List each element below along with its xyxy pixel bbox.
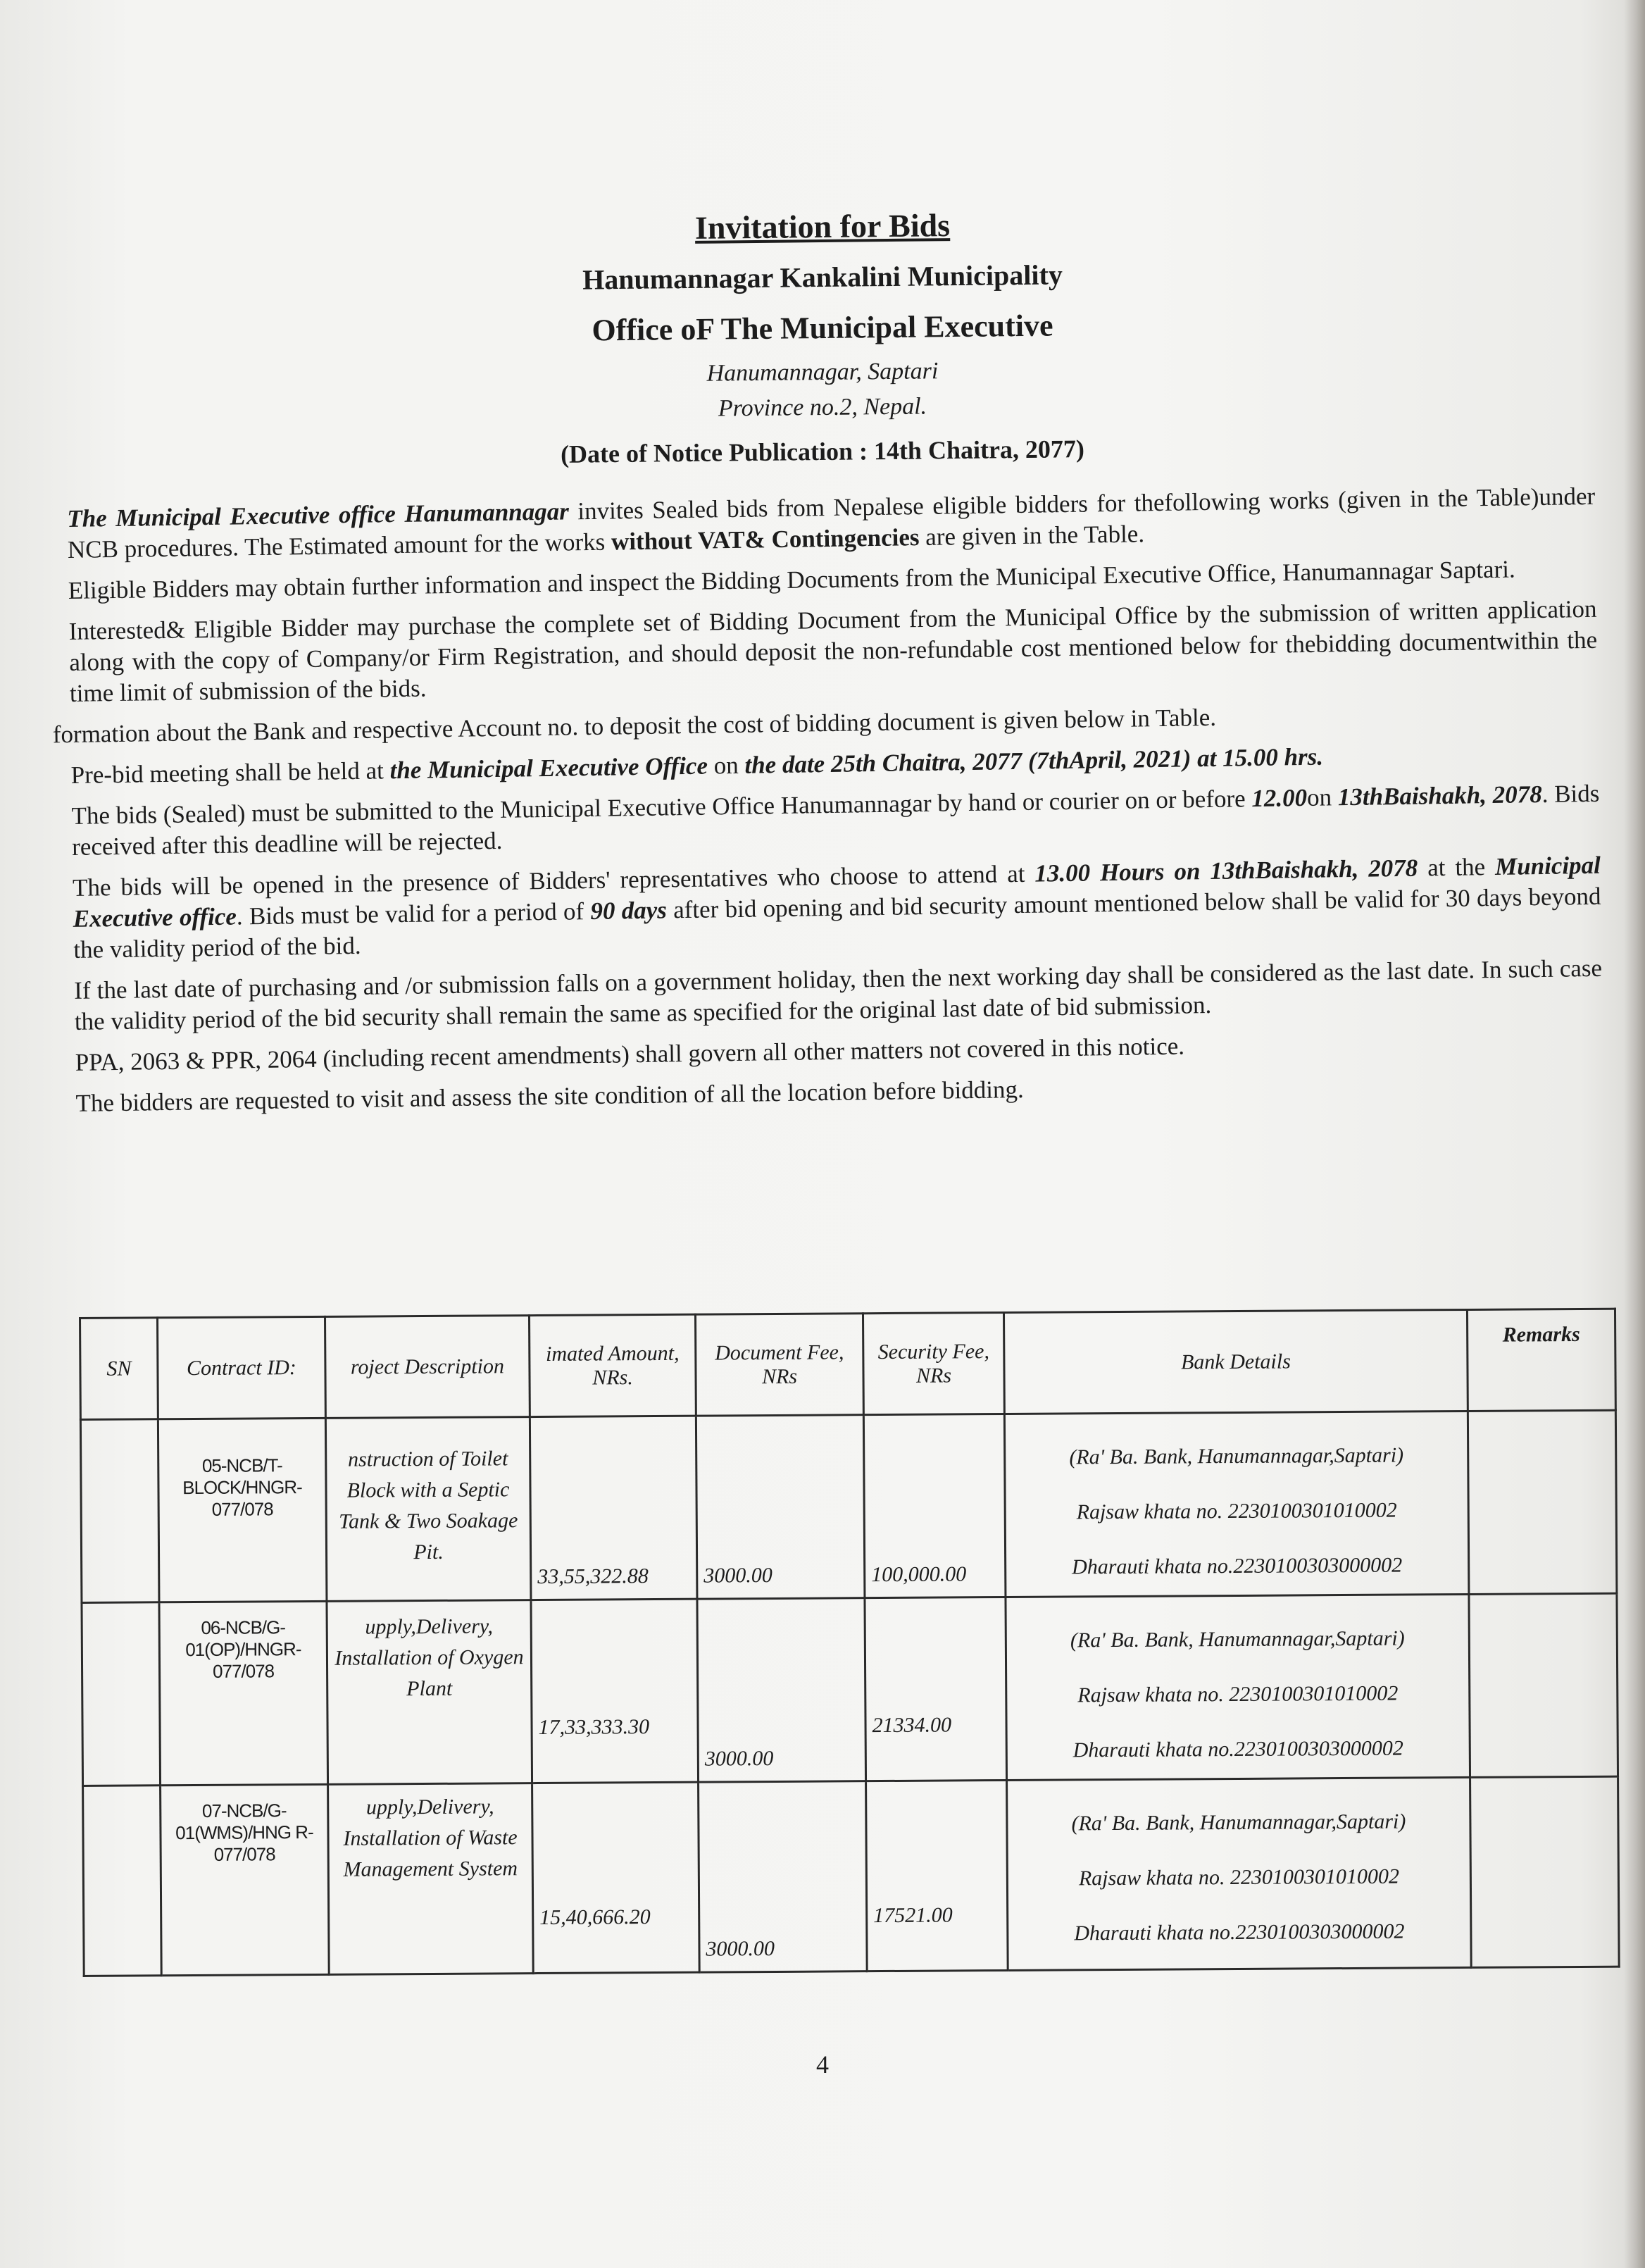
cell-sn xyxy=(80,1419,159,1603)
paragraph-bank-info: formation about the Bank and respective Account no. to deposit the cost of bidding document is given below in Table. xyxy=(52,703,1217,749)
paragraph-text: on xyxy=(707,751,745,780)
cell-sn xyxy=(83,1786,162,1976)
emphasis-text: Municipal Executive office xyxy=(73,851,1601,933)
notice-title: Invitation for Bids xyxy=(694,207,951,246)
cell-remarks xyxy=(1468,1410,1617,1594)
cell-contract-id: 07-NCB/G-01(WMS)/HNG R-077/078 xyxy=(161,1784,330,1975)
col-header-sn: SN xyxy=(80,1318,158,1420)
cell-document-fee: 3000.00 xyxy=(699,1781,868,1972)
paragraph-text: invites Sealed bids from Nepalese eligible bidders for thefollowing works (given in the Table)under NCB procedures. The Estimated amount for the works xyxy=(67,482,1596,563)
cell-security-fee: 100,000.00 xyxy=(863,1414,1006,1597)
cell-bank-details xyxy=(1006,1594,1470,1780)
deposit-account: Dharauti khata no.2230100303000002 xyxy=(1072,1736,1403,1762)
cell-amount: 17,33,333.30 xyxy=(531,1599,699,1783)
col-header-document-fee: Document Fee, NRs xyxy=(695,1314,863,1416)
cell-description: nstruction of Toilet Block with a Septic Tank & Two Soakage Pit. xyxy=(325,1417,531,1602)
cell-amount: 15,40,666.20 xyxy=(532,1782,700,1973)
notice-body xyxy=(52,481,1604,1129)
paragraph-text: Pre-bid meeting shall be held at xyxy=(70,756,390,789)
revenue-account: Rajsaw khata no. 2230100301010002 xyxy=(1076,1498,1397,1524)
bids-table-wrapper xyxy=(79,1308,1618,1977)
address-line-1: Hanumannagar, Saptari xyxy=(706,358,939,387)
paragraph-eligibility: Eligible Bidders may obtain further information and inspect the Bidding Documents from the Municipal Executive Office, Hanumannagar Saptari. xyxy=(68,555,1515,604)
col-header-contract-id: Contract ID: xyxy=(158,1316,326,1419)
cell-description: upply,Delivery, Installation of Oxygen Plant xyxy=(327,1600,532,1785)
col-header-security-fee: Security Fee, NRs xyxy=(863,1312,1004,1414)
bank-name: (Ra' Ba. Bank, Hanumannagar,Saptari) xyxy=(1069,1443,1404,1469)
bank-name: (Ra' Ba. Bank, Hanumannagar,Saptari) xyxy=(1071,1809,1406,1836)
emphasis-text: the Municipal Executive Office xyxy=(389,752,708,785)
cell-security-fee: 21334.00 xyxy=(865,1597,1007,1781)
address-line-2: Province no.2, Nepal. xyxy=(718,393,927,422)
emphasis-text: without VAT& Contingencies xyxy=(611,523,920,556)
cell-description: upply,Delivery, Installation of Waste Management System xyxy=(328,1783,534,1975)
paragraph-site-visit: The bidders are requested to visit and assess the site condition of all the location before bidding. xyxy=(75,1075,1024,1117)
paragraph-text: . Bids must be valid for a period of xyxy=(236,897,591,930)
revenue-account: Rajsaw khata no. 2230100301010002 xyxy=(1078,1864,1399,1890)
cell-remarks xyxy=(1470,1776,1620,1967)
paragraph-text: . Bids received after this deadline will be rejected. xyxy=(71,779,1600,861)
page-edge-shadow xyxy=(1624,0,1645,2268)
table-row xyxy=(83,1776,1620,1976)
emphasis-text: 12.00 xyxy=(1251,783,1308,813)
office-name: Office oF The Municipal Executive xyxy=(592,308,1053,348)
emphasis-text: 90 days xyxy=(590,896,668,926)
table-row xyxy=(80,1410,1617,1602)
organization-name: Hanumannagar Kankalini Municipality xyxy=(582,258,1063,296)
paragraph-holiday: If the last date of purchasing and /or submission falls on a government holiday, then the next working day shall be considered as the last date. In such case the validity period of the bid security shall remain the same as specified for the original last date of bid submission. xyxy=(73,954,1603,1035)
paragraph-text: are given in the Table. xyxy=(919,520,1145,552)
cell-document-fee: 3000.00 xyxy=(697,1598,866,1782)
paragraph-text: after bid opening and bid security amount mentioned below shall be valid for 30 days beyond the validity period of the bid. xyxy=(73,882,1601,964)
cell-bank-details xyxy=(1007,1777,1472,1970)
emphasis-text: 13thBaishakh, 2078 xyxy=(1337,780,1542,811)
paragraph-text: at the xyxy=(1417,852,1496,882)
cell-contract-id: 06-NCB/G-01(OP)/HNGR-077/078 xyxy=(159,1601,328,1785)
paragraph-governing-law: PPA, 2063 & PPR, 2064 (including recent amendments) shall govern all other matters not covered in this notice. xyxy=(75,1032,1185,1076)
revenue-account: Rajsaw khata no. 2230100301010002 xyxy=(1077,1681,1399,1707)
emphasis-text: the date 25th Chaitra, 2077 (7thApril, 2021) at 15.00 hrs. xyxy=(744,742,1324,779)
table-row xyxy=(82,1593,1618,1786)
deposit-account: Dharauti khata no.2230100303000002 xyxy=(1071,1553,1403,1579)
bank-name: (Ra' Ba. Bank, Hanumannagar,Saptari) xyxy=(1070,1626,1405,1652)
paragraph-opening xyxy=(73,850,1602,966)
paragraph-submission xyxy=(71,778,1600,863)
col-header-amount: imated Amount, NRs. xyxy=(529,1314,696,1416)
cell-bank-details xyxy=(1004,1411,1469,1597)
deposit-account: Dharauti khata no.2230100303000002 xyxy=(1074,1919,1405,1945)
col-header-remarks: Remarks xyxy=(1467,1309,1615,1411)
paragraph-text: The bids will be opened in the presence of Bidders' representatives who choose to attend at xyxy=(72,859,1035,902)
col-header-bank-details: Bank Details xyxy=(1003,1309,1468,1414)
publication-date: (Date of Notice Publication : 14th Chaitra, 2077) xyxy=(560,435,1085,468)
page-number: 4 xyxy=(816,2050,829,2079)
cell-contract-id: 05-NCB/T-BLOCK/HNGR-077/078 xyxy=(158,1418,327,1602)
table-header-row xyxy=(80,1309,1616,1419)
paragraph-text: The bids (Sealed) must be submitted to the Municipal Executive Office Hanumannagar by hand or courier on or before xyxy=(71,785,1252,830)
bids-table xyxy=(79,1308,1620,1977)
cell-security-fee: 17521.00 xyxy=(866,1780,1008,1971)
cell-amount: 33,55,322.88 xyxy=(530,1416,697,1600)
paragraph-text: on xyxy=(1306,783,1339,811)
emphasis-text: 13.00 Hours on 13thBaishakh, 2078 xyxy=(1034,854,1418,887)
cell-sn xyxy=(82,1602,161,1786)
issuer-name: The Municipal Executive office Hanumannagar xyxy=(67,497,570,532)
col-header-description: roject Description xyxy=(325,1316,530,1419)
paragraph-purchase: Interested& Eligible Bidder may purchase the complete set of Bidding Document from the Municipal Office by the submission of written application along with the copy of Company/or Firm Registration, and should deposit the non-refundable cost mentioned below for thebidding documentwithin the time limit of submission of the bids. xyxy=(68,594,1598,707)
cell-document-fee: 3000.00 xyxy=(696,1415,865,1599)
cell-remarks xyxy=(1469,1593,1618,1777)
